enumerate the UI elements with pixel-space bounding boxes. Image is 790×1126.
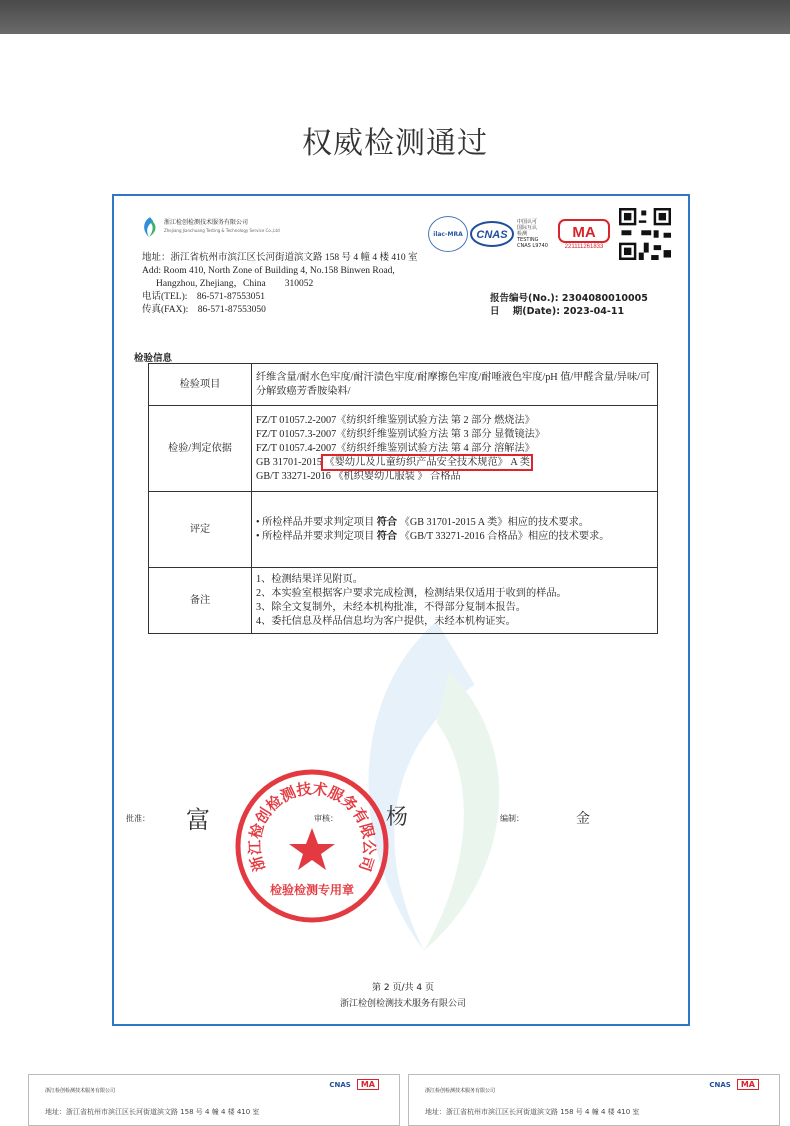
official-seal-stamp xyxy=(232,766,392,926)
editor-signature: 金 xyxy=(576,811,590,827)
company-logo xyxy=(138,216,280,238)
cnas-line-5: CNAS L9740 xyxy=(517,243,548,249)
eval-2-post: 《GB/T 33271-2016 合格品》相应的技术要求。 xyxy=(397,530,610,542)
seal-ring-text: 浙江检创检测技术服务有限公司 xyxy=(245,779,379,874)
top-bar xyxy=(0,0,790,34)
address-block xyxy=(142,252,418,317)
evaluation-line-1 xyxy=(256,516,653,530)
cma-logo-icon xyxy=(557,219,611,249)
company-logo-icon xyxy=(138,216,160,238)
evaluation-line-2 xyxy=(256,530,653,544)
company-name-en: Zhejiang Jianchuang Testing & Technology Service Co.,Ltd xyxy=(164,228,280,233)
basis-line-5: GB/T 33271-2016 《机织婴幼儿服装 》 合格品 xyxy=(256,470,461,482)
report-date: 日 期(Date): 2023-04-11 xyxy=(490,306,625,317)
thumbnail-page-3[interactable] xyxy=(408,1074,780,1126)
eval-2-pre: • 所检样品并要求判定项目 xyxy=(256,530,377,542)
note-1: 1、检测结果详见附页。 xyxy=(256,573,363,585)
items-label: 检验项目 xyxy=(149,364,252,406)
thumbnail-company: 浙江检创检测技术服务有限公司 xyxy=(45,1088,116,1094)
thumbnail-company: 浙江检创检测技术服务有限公司 xyxy=(425,1088,496,1094)
ilac-mra-icon: ilac-MRA xyxy=(428,216,468,252)
table-row xyxy=(149,364,658,406)
thumbnail-cnas-label: CNAS xyxy=(329,1080,351,1089)
page-heading: 权威检测通过 xyxy=(302,126,488,161)
note-3: 3、除全文复制外，未经本机构批准，不得部分复制本报告。 xyxy=(256,601,526,613)
thumbnail-address: 地址：浙江省杭州市滨江区长河街道滨文路 158 号 4 幢 4 楼 410 室 xyxy=(425,1108,640,1116)
report-meta xyxy=(490,292,648,318)
table-row xyxy=(149,492,658,568)
thumbnail-marks xyxy=(709,1079,759,1090)
basis-line-3: FZ/T 01057.4-2007《纺织纤维鉴别试验方法 第 4 部分 溶解法》 xyxy=(256,442,535,454)
page-number: 第 2 页/共 4 页 xyxy=(372,983,434,993)
basis-line-4 xyxy=(256,456,653,470)
cnas-line-3: 检测 xyxy=(517,231,528,237)
test-report-certificate xyxy=(112,194,690,1026)
notes-value xyxy=(252,568,658,634)
note-2: 2、本实验室根据客户要求完成检测，检测结果仅适用于收到的样品。 xyxy=(256,587,567,599)
company-name-cn: 浙江检创检测技术服务有限公司 xyxy=(164,219,249,226)
basis-line-1: FZ/T 01057.2-2007《纺织纤维鉴别试验方法 第 2 部分 燃烧法》 xyxy=(256,414,535,426)
thumbnail-ma-label: MA xyxy=(737,1079,759,1090)
reviewer-signature: 杨 xyxy=(386,805,409,830)
evaluation-label: 评定 xyxy=(149,492,252,568)
eval-1-pre: • 所检样品并要求判定项目 xyxy=(256,516,377,528)
thumbnail-ma-label: MA xyxy=(357,1079,379,1090)
basis-4-code: GB 31701-2015 xyxy=(256,456,322,468)
footer-company: 浙江检创检测技术服务有限公司 xyxy=(339,999,466,1009)
notes-label: 备注 xyxy=(149,568,252,634)
items-value: 纤维含量/耐水色牢度/耐汗渍色牢度/耐摩擦色牢度/耐唾液色牢度/pH 值/甲醛含量/异味/可分解致癌芳香胺染料/ xyxy=(252,364,658,406)
thumbnail-address: 地址：浙江省杭州市滨江区长河街道滨文路 158 号 4 幢 4 楼 410 室 xyxy=(45,1108,260,1116)
cnas-line-2: 国际互认 xyxy=(517,225,538,231)
table-row xyxy=(149,406,658,492)
approve-label: 批准： xyxy=(126,814,150,823)
edit-label: 编制： xyxy=(500,814,524,823)
approver-signature: 富 xyxy=(186,806,210,834)
evaluation-value xyxy=(252,492,658,568)
qr-code-icon xyxy=(619,208,671,260)
address-cn: 地址：浙江省杭州市滨江区长河街道滨文路 158 号 4 幢 4 楼 410 室 xyxy=(142,253,418,263)
cnas-line-4: TESTING xyxy=(517,237,539,243)
ma-label: MA xyxy=(572,224,596,241)
tel: 电话(TEL): 86-571-87553051 xyxy=(142,292,265,302)
ma-number: 221111261833 xyxy=(564,244,604,249)
inspection-info-table xyxy=(148,363,658,634)
basis-line-2: FZ/T 01057.3-2007《纺织纤维鉴别试验方法 第 3 部分 显微镜法》 xyxy=(256,428,546,440)
eval-1-post: 《GB 31701-2015 A 类》相应的技术要求。 xyxy=(397,516,589,528)
section-title: 检验信息 xyxy=(134,353,173,364)
thumbnail-marks xyxy=(329,1079,379,1090)
cnas-logo-icon xyxy=(470,220,514,248)
basis-label: 检验/判定依据 xyxy=(149,406,252,492)
seal-bottom-text: 检验检测专用章 xyxy=(269,883,355,897)
eval-2-bold: 符合 xyxy=(376,530,398,542)
fax: 传真(FAX): 86-571-87553050 xyxy=(142,305,266,315)
table-row xyxy=(149,568,658,634)
eval-1-bold: 符合 xyxy=(376,516,398,528)
cnas-text xyxy=(517,219,553,249)
review-label: 审核： xyxy=(314,814,338,823)
thumbnail-page-1[interactable] xyxy=(28,1074,400,1126)
report-number: 报告编号(No.): 2304080010005 xyxy=(490,293,648,304)
note-4: 4、委托信息及样品信息均为客户提供，未经本机构证实。 xyxy=(256,615,516,627)
cnas-line-1: 中国认可 xyxy=(517,219,538,225)
accreditation-marks xyxy=(428,208,671,260)
thumbnail-cnas-label: CNAS xyxy=(709,1080,731,1089)
highlighted-standard: 《婴幼儿及儿童纺织产品安全技术规范》 A 类 xyxy=(324,456,530,468)
address-en-line-2: Hangzhou, Zhejiang，China 310052 xyxy=(156,279,314,289)
address-en-line-1: Add: Room 410, North Zone of Building 4, No.158 Binwen Road, xyxy=(142,266,395,276)
basis-value xyxy=(252,406,658,492)
cnas-label: CNAS xyxy=(476,229,508,241)
